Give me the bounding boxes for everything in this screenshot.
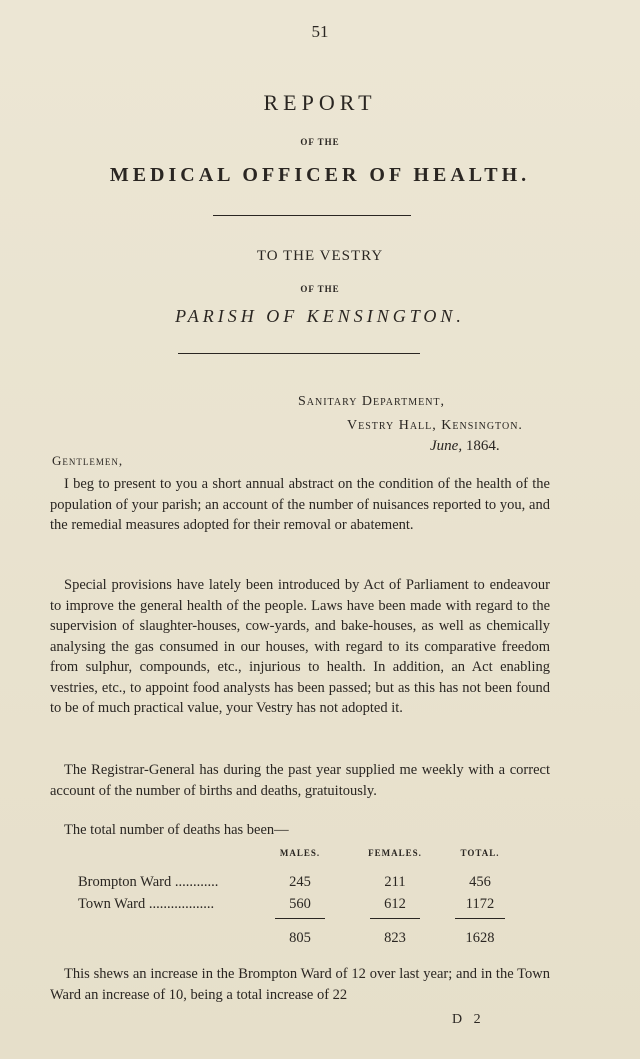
header-total: TOTAL. — [460, 848, 500, 858]
cell-total: 456 — [469, 874, 491, 890]
total-rule — [455, 918, 505, 919]
address-hall: Vestry Hall, Kensington. — [347, 418, 523, 433]
address-department: Sanitary Department, — [298, 394, 446, 409]
table-totals-row — [78, 930, 518, 950]
parish-title: PARISH OF KENSINGTON. — [175, 306, 465, 326]
page-number: 51 — [311, 22, 329, 41]
cell-females: 612 — [384, 896, 406, 912]
header-females: FEMALES. — [368, 848, 422, 858]
row-label: Town Ward .................. — [78, 896, 215, 912]
table-row — [78, 896, 518, 916]
salutation: Gentlemen, — [52, 453, 124, 468]
paragraph-intro — [50, 474, 550, 536]
paragraph-text: The total number of deaths has been— — [64, 822, 289, 838]
cell-total: 1172 — [465, 896, 495, 912]
paragraph-text: Special provisions have lately been introduced by Act of Parliament to endeavour to improve the general health of the people. Laws have been made with regard to the supervision of slaughter-houses, cow-yards, and bake-houses, as well as chemically analysing the gas consumed in our houses, with regard to its comparative freedom from sulphur, compounds, etc., injurious to health. In addition, an Act enabling vestries, etc., to appoint food analysts has been passed; but as this has not been found to be of much practical value, your Vestry has not adopted it. — [50, 577, 550, 716]
cell-females: 211 — [384, 874, 406, 890]
row-label: Brompton Ward ............ — [78, 874, 219, 890]
to-the-vestry: TO THE VESTRY — [256, 248, 384, 264]
divider-rule — [213, 215, 411, 216]
cell-males: 560 — [289, 896, 311, 912]
report-title: REPORT — [263, 90, 377, 115]
address-date: June, 1864. — [430, 438, 500, 454]
total-females: 823 — [384, 930, 406, 946]
total-rule — [275, 918, 325, 919]
total-all: 1628 — [465, 930, 495, 946]
table-row — [78, 874, 518, 894]
paragraph-text: I beg to present to you a short annual abstract on the condition of the health of the population of your parish; an account of the number of nuisances reported to you, and the remedial measures adopted for their removal or abatement. — [50, 476, 550, 533]
of-the-label-2: OF THE — [300, 284, 340, 294]
paragraph-text: This shews an increase in the Brompton Ward of 12 over last year; and in the Town Ward an increase of 10, being a total increase of 22 — [50, 966, 550, 1003]
paragraph-text: The Registrar-General has during the past year supplied me weekly with a correct account of the number of births and deaths, gratuitously. — [50, 762, 550, 799]
total-males: 805 — [289, 930, 311, 946]
medical-officer-title: MEDICAL OFFICER OF HEALTH. — [109, 164, 531, 186]
paragraph-increase — [50, 964, 550, 1005]
signature-mark: D 2 — [452, 1012, 485, 1027]
paragraph-deaths-intro — [50, 820, 550, 841]
paragraph-provisions — [50, 575, 550, 719]
divider-rule-2 — [178, 353, 420, 354]
cell-males: 245 — [289, 874, 311, 890]
header-males: MALES. — [279, 848, 321, 858]
paragraph-registrar — [50, 760, 550, 801]
total-rule — [370, 918, 420, 919]
of-the-label: OF THE — [300, 137, 340, 147]
deaths-table — [78, 848, 518, 958]
